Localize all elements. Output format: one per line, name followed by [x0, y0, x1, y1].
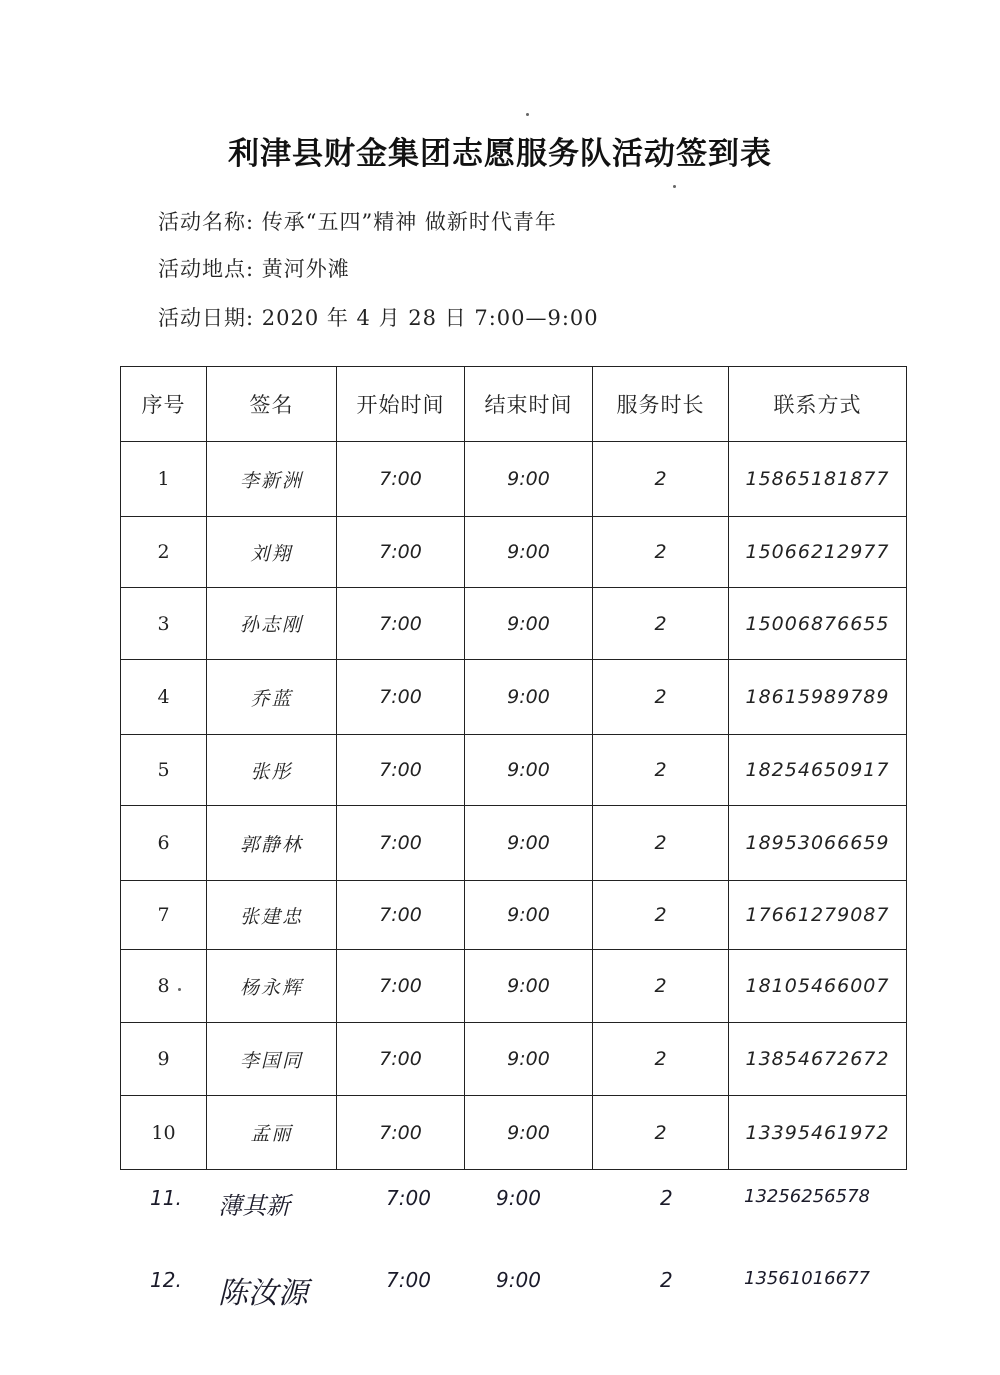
duration: 2 — [593, 660, 729, 735]
start-time: 7:00 — [337, 588, 465, 660]
extra-row-number: 12. — [150, 1268, 182, 1292]
start-time: 7:00 — [337, 735, 465, 806]
extra-signature: 陈汝源 — [218, 1276, 308, 1311]
table-row — [121, 1096, 907, 1170]
end-time: 9:00 — [465, 660, 593, 735]
start-time: 7:00 — [337, 660, 465, 735]
duration: 2 — [593, 1023, 729, 1096]
activity-name-label: 活动名称: — [158, 210, 255, 234]
form-title: 利津县财金集团志愿服务队活动签到表 — [228, 136, 772, 172]
header-signature: 签名 — [207, 367, 337, 442]
extra-duration: 2 — [660, 1268, 673, 1292]
signature: 张彤 — [207, 735, 337, 806]
start-time: 7:00 — [337, 442, 465, 517]
scan-speck — [178, 988, 181, 991]
table-row — [121, 950, 907, 1023]
table-row — [121, 442, 907, 517]
start-time: 7:00 — [337, 881, 465, 950]
contact-phone: 15865181877 — [729, 442, 907, 517]
start-time: 7:00 — [337, 806, 465, 881]
row-number: 8 — [121, 950, 207, 1023]
activity-name-value: 传承“五四”精神 做新时代青年 — [261, 210, 557, 234]
contact-phone: 13395461972 — [729, 1096, 907, 1170]
row-number: 7 — [121, 881, 207, 950]
end-time: 9:00 — [465, 1096, 593, 1170]
extra-start-time: 7:00 — [386, 1268, 431, 1292]
table-row — [121, 881, 907, 950]
end-time: 9:00 — [465, 806, 593, 881]
duration: 2 — [593, 517, 729, 588]
extra-duration: 2 — [660, 1186, 673, 1210]
row-number: 6 — [121, 806, 207, 881]
start-time: 7:00 — [337, 1023, 465, 1096]
extra-end-time: 9:00 — [496, 1186, 541, 1210]
end-time: 9:00 — [465, 442, 593, 517]
table-row — [121, 735, 907, 806]
contact-phone: 18105466007 — [729, 950, 907, 1023]
end-time: 9:00 — [465, 950, 593, 1023]
header-end-time: 结束时间 — [465, 367, 593, 442]
signature: 郭静林 — [207, 806, 337, 881]
end-time: 9:00 — [465, 881, 593, 950]
contact-phone: 15006876655 — [729, 588, 907, 660]
end-time: 9:00 — [465, 1023, 593, 1096]
start-time: 7:00 — [337, 950, 465, 1023]
contact-phone: 13854672672 — [729, 1023, 907, 1096]
scan-speck — [526, 113, 529, 116]
extra-row-number: 11. — [150, 1186, 182, 1210]
row-number: 10 — [121, 1096, 207, 1170]
extra-contact-phone: 13561016677 — [744, 1268, 870, 1289]
activity-date-value: 2020 年 4 月 28 日 7:00—9:00 — [261, 306, 599, 330]
duration: 2 — [593, 735, 729, 806]
duration: 2 — [593, 588, 729, 660]
signature: 孟丽 — [207, 1096, 337, 1170]
signature: 乔蓝 — [207, 660, 337, 735]
duration: 2 — [593, 806, 729, 881]
end-time: 9:00 — [465, 588, 593, 660]
end-time: 9:00 — [465, 735, 593, 806]
scan-speck — [673, 185, 676, 188]
table-header-row — [121, 367, 907, 442]
signature: 李国同 — [207, 1023, 337, 1096]
activity-place-label: 活动地点: — [158, 257, 255, 281]
row-number: 5 — [121, 735, 207, 806]
table-row — [121, 660, 907, 735]
signature: 杨永辉 — [207, 950, 337, 1023]
row-number: 2 — [121, 517, 207, 588]
duration: 2 — [593, 950, 729, 1023]
header-start-time: 开始时间 — [337, 367, 465, 442]
activity-place-value: 黄河外滩 — [261, 257, 350, 281]
activity-date-label: 活动日期: — [158, 306, 255, 330]
end-time: 9:00 — [465, 517, 593, 588]
table-row — [121, 1023, 907, 1096]
table-row — [121, 588, 907, 660]
extra-end-time: 9:00 — [496, 1268, 541, 1292]
signature: 李新洲 — [207, 442, 337, 517]
contact-phone: 17661279087 — [729, 881, 907, 950]
signature: 张建忠 — [207, 881, 337, 950]
activity-place-line — [158, 253, 350, 283]
signature: 刘翔 — [207, 517, 337, 588]
table-row — [121, 517, 907, 588]
start-time: 7:00 — [337, 517, 465, 588]
duration: 2 — [593, 881, 729, 950]
header-no: 序号 — [121, 367, 207, 442]
activity-date-line — [158, 302, 599, 332]
duration: 2 — [593, 1096, 729, 1170]
duration: 2 — [593, 442, 729, 517]
extra-contact-phone: 13256256578 — [744, 1186, 870, 1207]
activity-name-line — [158, 206, 557, 236]
header-duration: 服务时长 — [593, 367, 729, 442]
start-time: 7:00 — [337, 1096, 465, 1170]
row-number: 3 — [121, 588, 207, 660]
sign-in-table — [120, 366, 907, 1170]
contact-phone: 15066212977 — [729, 517, 907, 588]
contact-phone: 18953066659 — [729, 806, 907, 881]
header-contact: 联系方式 — [729, 367, 907, 442]
contact-phone: 18254650917 — [729, 735, 907, 806]
row-number: 4 — [121, 660, 207, 735]
extra-signature: 薄其新 — [218, 1192, 290, 1220]
contact-phone: 18615989789 — [729, 660, 907, 735]
row-number: 9 — [121, 1023, 207, 1096]
signature: 孙志刚 — [207, 588, 337, 660]
extra-start-time: 7:00 — [386, 1186, 431, 1210]
table-row — [121, 806, 907, 881]
row-number: 1 — [121, 442, 207, 517]
